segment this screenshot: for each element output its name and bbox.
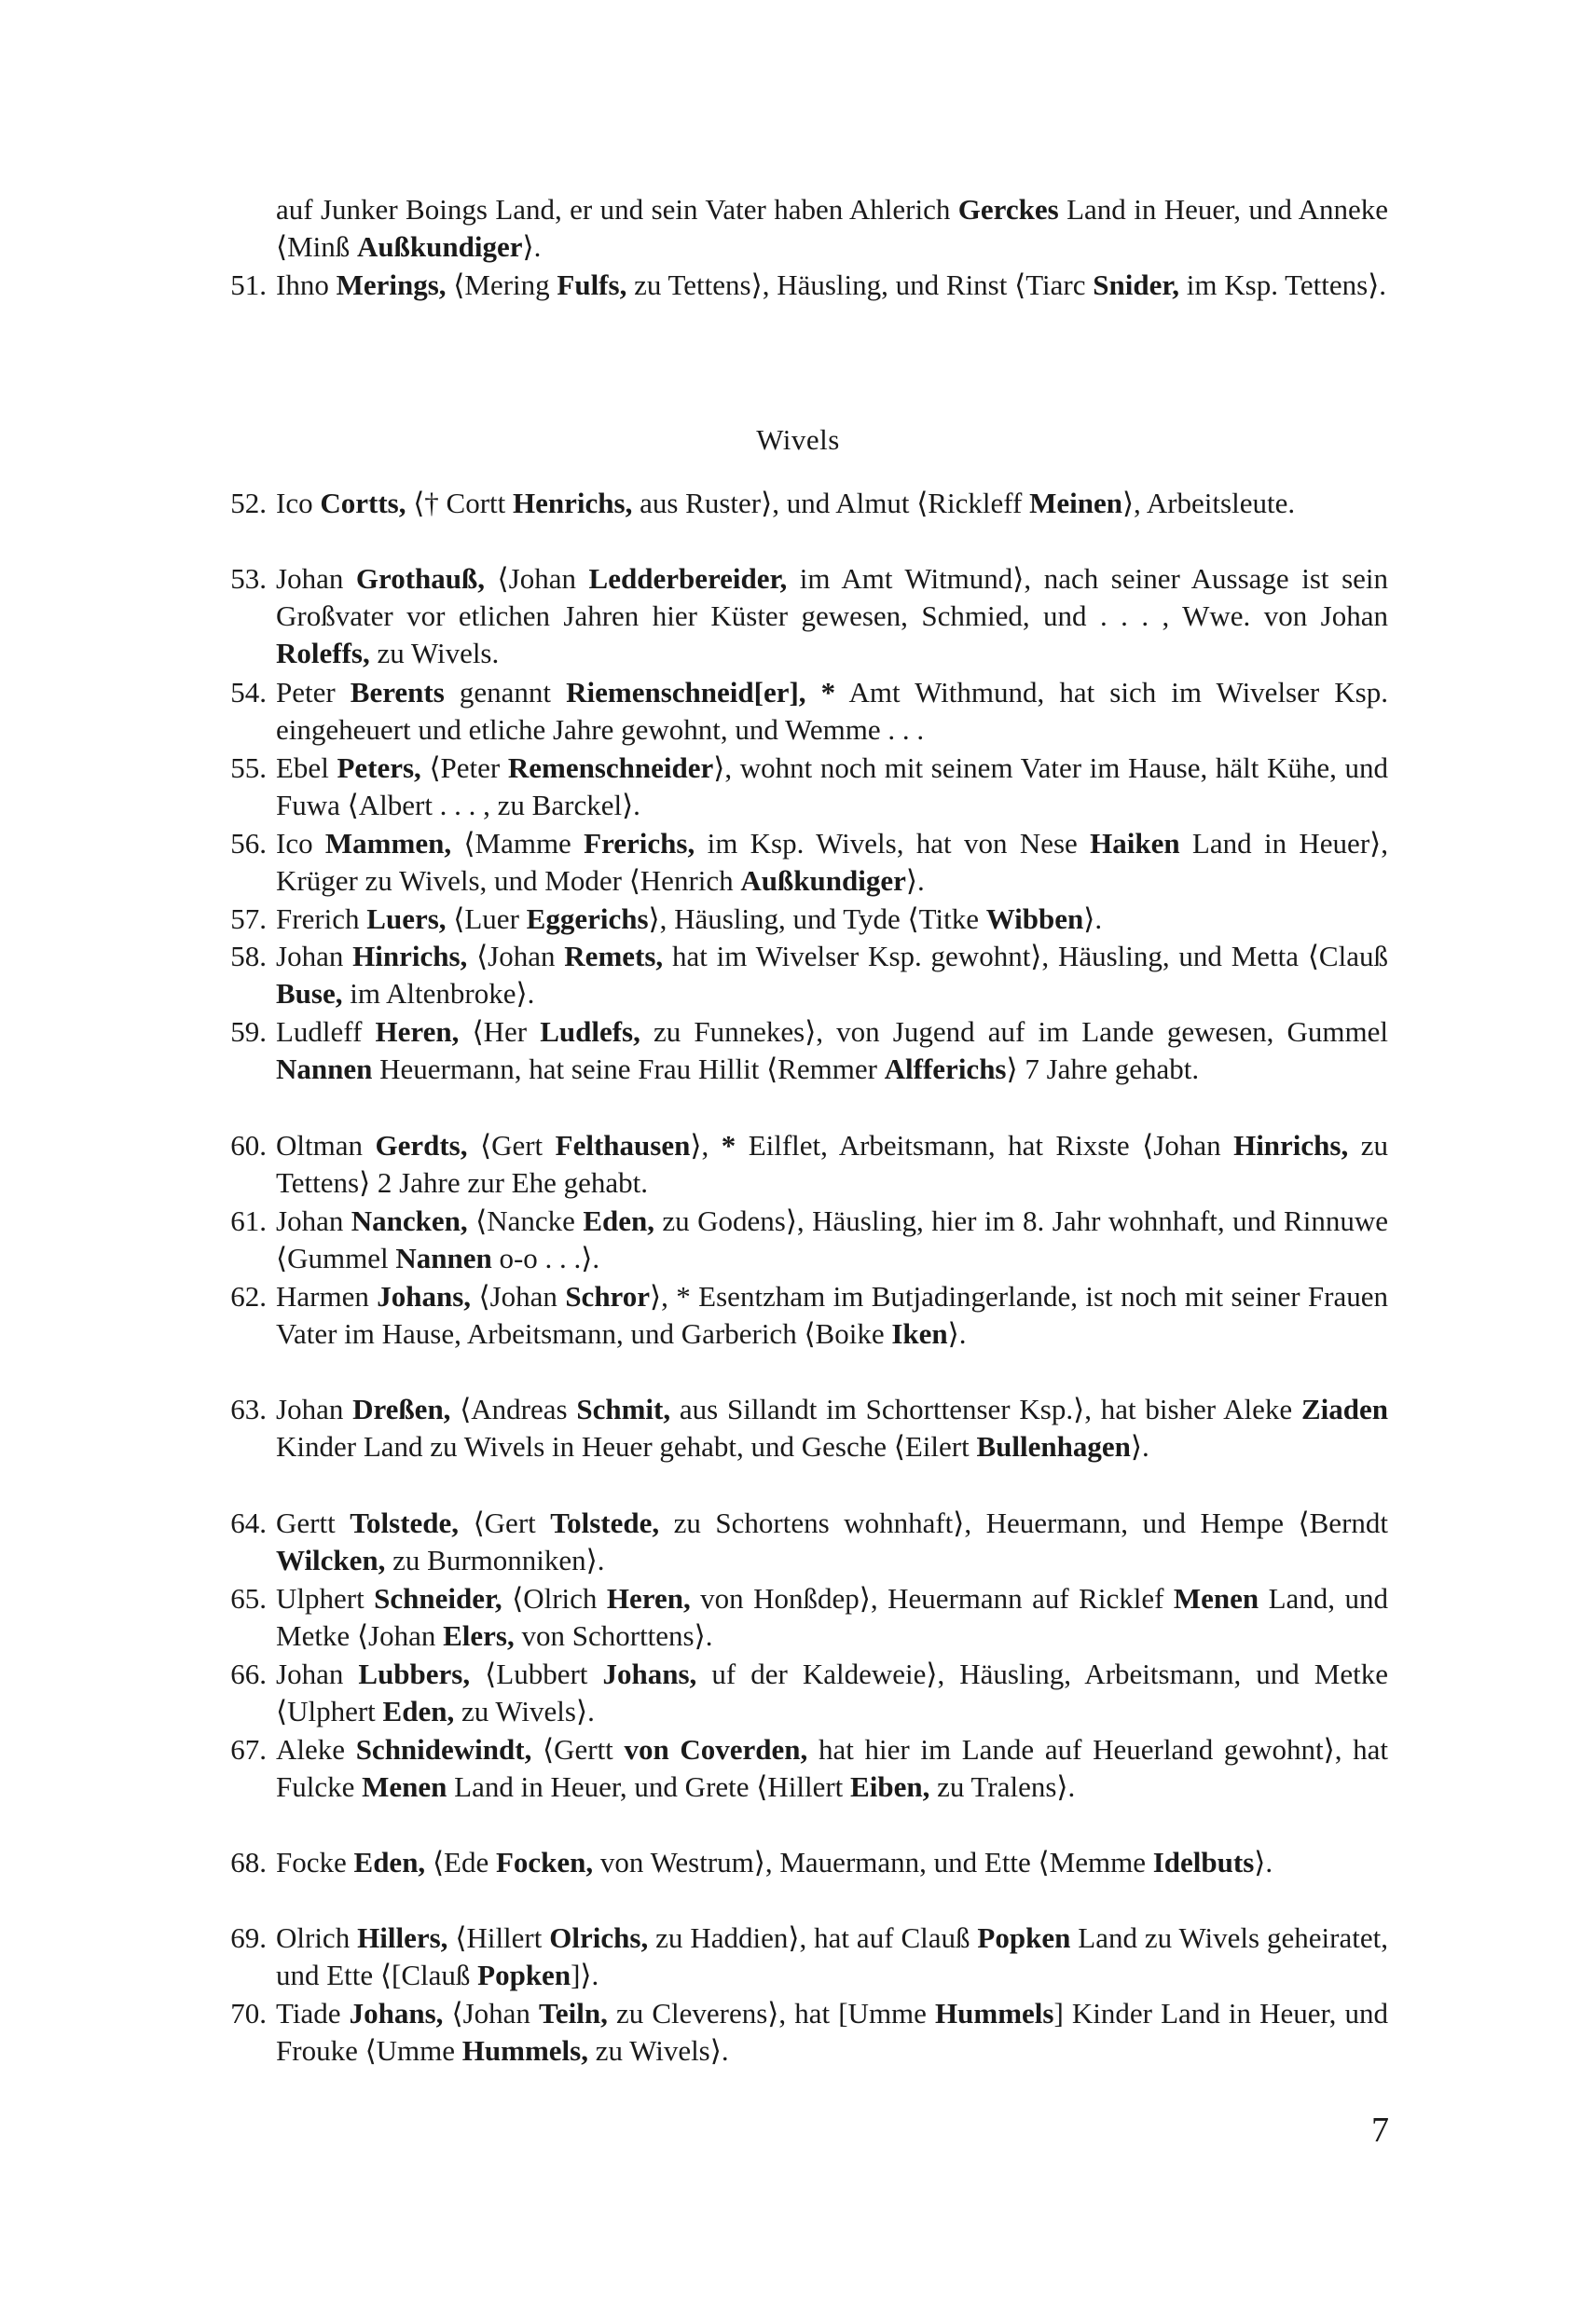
entry-text: Olrich Hillers, ⟨Hillert Olrichs, zu Haddien⟩, hat auf Clauß Popken Land zu Wivels geheiratet, und Ette ⟨[Clauß Popken]⟩. [276,1921,1388,1991]
entry-text: Johan Hinrichs, ⟨Johan Remets, hat im Wivelser Ksp. gewohnt⟩, Häusling, und Metta ⟨Clauß Buse, im Altenbroke⟩. [276,940,1388,1010]
entry-text: Gertt Tolstede, ⟨Gert Tolstede, zu Schortens wohnhaft⟩, Heuermann, und Hempe ⟨Berndt Wilcken, zu Burmonniken⟩. [276,1506,1389,1576]
entry-text: Focke Eden, ⟨Ede Focken, von Westrum⟩, Mauermann, und Ette ⟨Memme Idelbuts⟩. [276,1846,1273,1878]
entry-number: 68. [230,1846,267,1878]
entry-number: 65. [230,1581,267,1615]
entry-number: 56. [230,826,267,860]
entry-number: 61. [230,1204,267,1237]
entry-text: Aleke Schnidewindt, ⟨Gertt von Coverden, hat hier im Lande auf Heuerland gewohnt⟩, hat Fulcke Menen Land in Heuer, und Grete ⟨Hillert Eiben, zu Tralens⟩. [276,1732,1388,1803]
entry-number: 60. [230,1128,267,1162]
entry-text: Johan Nancken, ⟨Nancke Eden, zu Godens⟩, Häusling, hier im 8. Jahr wohnhaft, und Rinnuwe ⟨Gummel Nannen o-o . . .⟩. [276,1204,1388,1274]
page-number: 7 [1371,2111,1389,2150]
entry-number: 55. [230,750,267,784]
entry-number: 52. [230,487,267,519]
entry-text: Johan Lubbers, ⟨Lubbert Johans, uf der Kaldeweie⟩, Häusling, Arbeitsmann, und Metke ⟨Ulphert Eden, zu Wivels⟩. [276,1657,1388,1727]
entry-number: 54. [230,675,267,709]
entry-number: 59. [230,1015,267,1048]
entry-text: Ulphert Schneider, ⟨Olrich Heren, von Honßdep⟩, Heuermann auf Ricklef Menen Land, und Metke ⟨Johan Elers, von Schorttens⟩. [276,1581,1388,1652]
entry-text: Harmen Johans, ⟨Johan Schror⟩, * Esentzham im Butjadingerlande, ist noch mit seiner Frauen Vater im Hause, Arbeitsmann, und Garberich ⟨Boike Iken⟩. [276,1279,1389,1350]
entry-text: Peter Berents genannt Riemenschneid[er], * Amt Withmund, hat sich im Wivelser Ksp. eingeheuert und etliche Jahre gewohnt, und Wemme . . . [276,675,1388,746]
entry-number: 67. [230,1732,267,1766]
entry-number: 70. [230,1997,267,2030]
entry-text: Ebel Peters, ⟨Peter Remenschneider⟩, wohnt noch mit seinem Vater im Hause, hält Kühe, und Fuwa ⟨Albert . . . , zu Barckel⟩. [276,750,1389,821]
entry-text: Ico Cortts, ⟨† Cortt Henrichs, aus Ruster⟩, und Almut ⟨Rickleff Meinen⟩, Arbeitsleute. [276,487,1296,519]
entry-number: 64. [230,1506,267,1539]
entry-text: Ihno Merings, ⟨Mering Fulfs, zu Tettens⟩, Häusling, und Rinst ⟨Tiarc Snider, im Ksp. Tettens⟩. [276,268,1387,301]
entry-number: 66. [230,1657,267,1690]
entry-text: Oltman Gerdts, ⟨Gert Felthausen⟩, * Eilflet, Arbeitsmann, hat Rixste ⟨Johan Hinrichs, zu Tettens⟩ 2 Jahre zur Ehe gehabt. [276,1128,1388,1199]
entry-text: Ludleff Heren, ⟨Her Ludlefs, zu Funnekes⟩, von Jugend auf im Lande gewesen, Gummel Nannen Heuermann, hat seine Frau Hillit ⟨Remmer Alfferichs⟩ 7 Jahre gehabt. [276,1015,1388,1085]
entry-number: 53. [230,562,267,595]
entry-text: auf Junker Boings Land, er und sein Vater haben Ahlerich Gerckes Land in Heuer, und Anneke ⟨Minß Außkundiger⟩. [276,193,1388,263]
entry-text: Frerich Luers, ⟨Luer Eggerichs⟩, Häusling, und Tyde ⟨Titke Wibben⟩. [276,901,1103,935]
entry-number: 51. [230,268,267,301]
entry-text: Tiade Johans, ⟨Johan Teiln, zu Cleverens⟩, hat [Umme Hummels] Kinder Land in Heuer, und Frouke ⟨Umme Hummels, zu Wivels⟩. [276,1997,1388,2067]
entry-number: 58. [230,940,267,972]
section-heading: Wivels [756,423,840,456]
entry-text: Ico Mammen, ⟨Mamme Frerichs, im Ksp. Wivels, hat von Nese Haiken Land in Heuer⟩, Krüger zu Wivels, und Moder ⟨Henrich Außkundiger⟩. [276,826,1388,897]
entry-number: 63. [230,1393,267,1425]
entry-number: 62. [230,1279,267,1313]
entry-text: Johan Dreßen, ⟨Andreas Schmit, aus Sillandt im Schorttenser Ksp.⟩, hat bisher Aleke Ziaden Kinder Land zu Wivels in Heuer gehabt, und Gesche ⟨Eilert Bullenhagen⟩. [276,1393,1388,1463]
entry-number: 57. [230,901,267,935]
entry-text: Johan Grothauß, ⟨Johan Ledderbereider, im Amt Witmund⟩, nach seiner Aussage ist sein Großvater vor etlichen Jahren hier Küster gewesen, Schmied, und . . . , Wwe. von Johan Roleffs, zu Wivels. [276,562,1389,669]
entry-number: 69. [230,1921,267,1954]
